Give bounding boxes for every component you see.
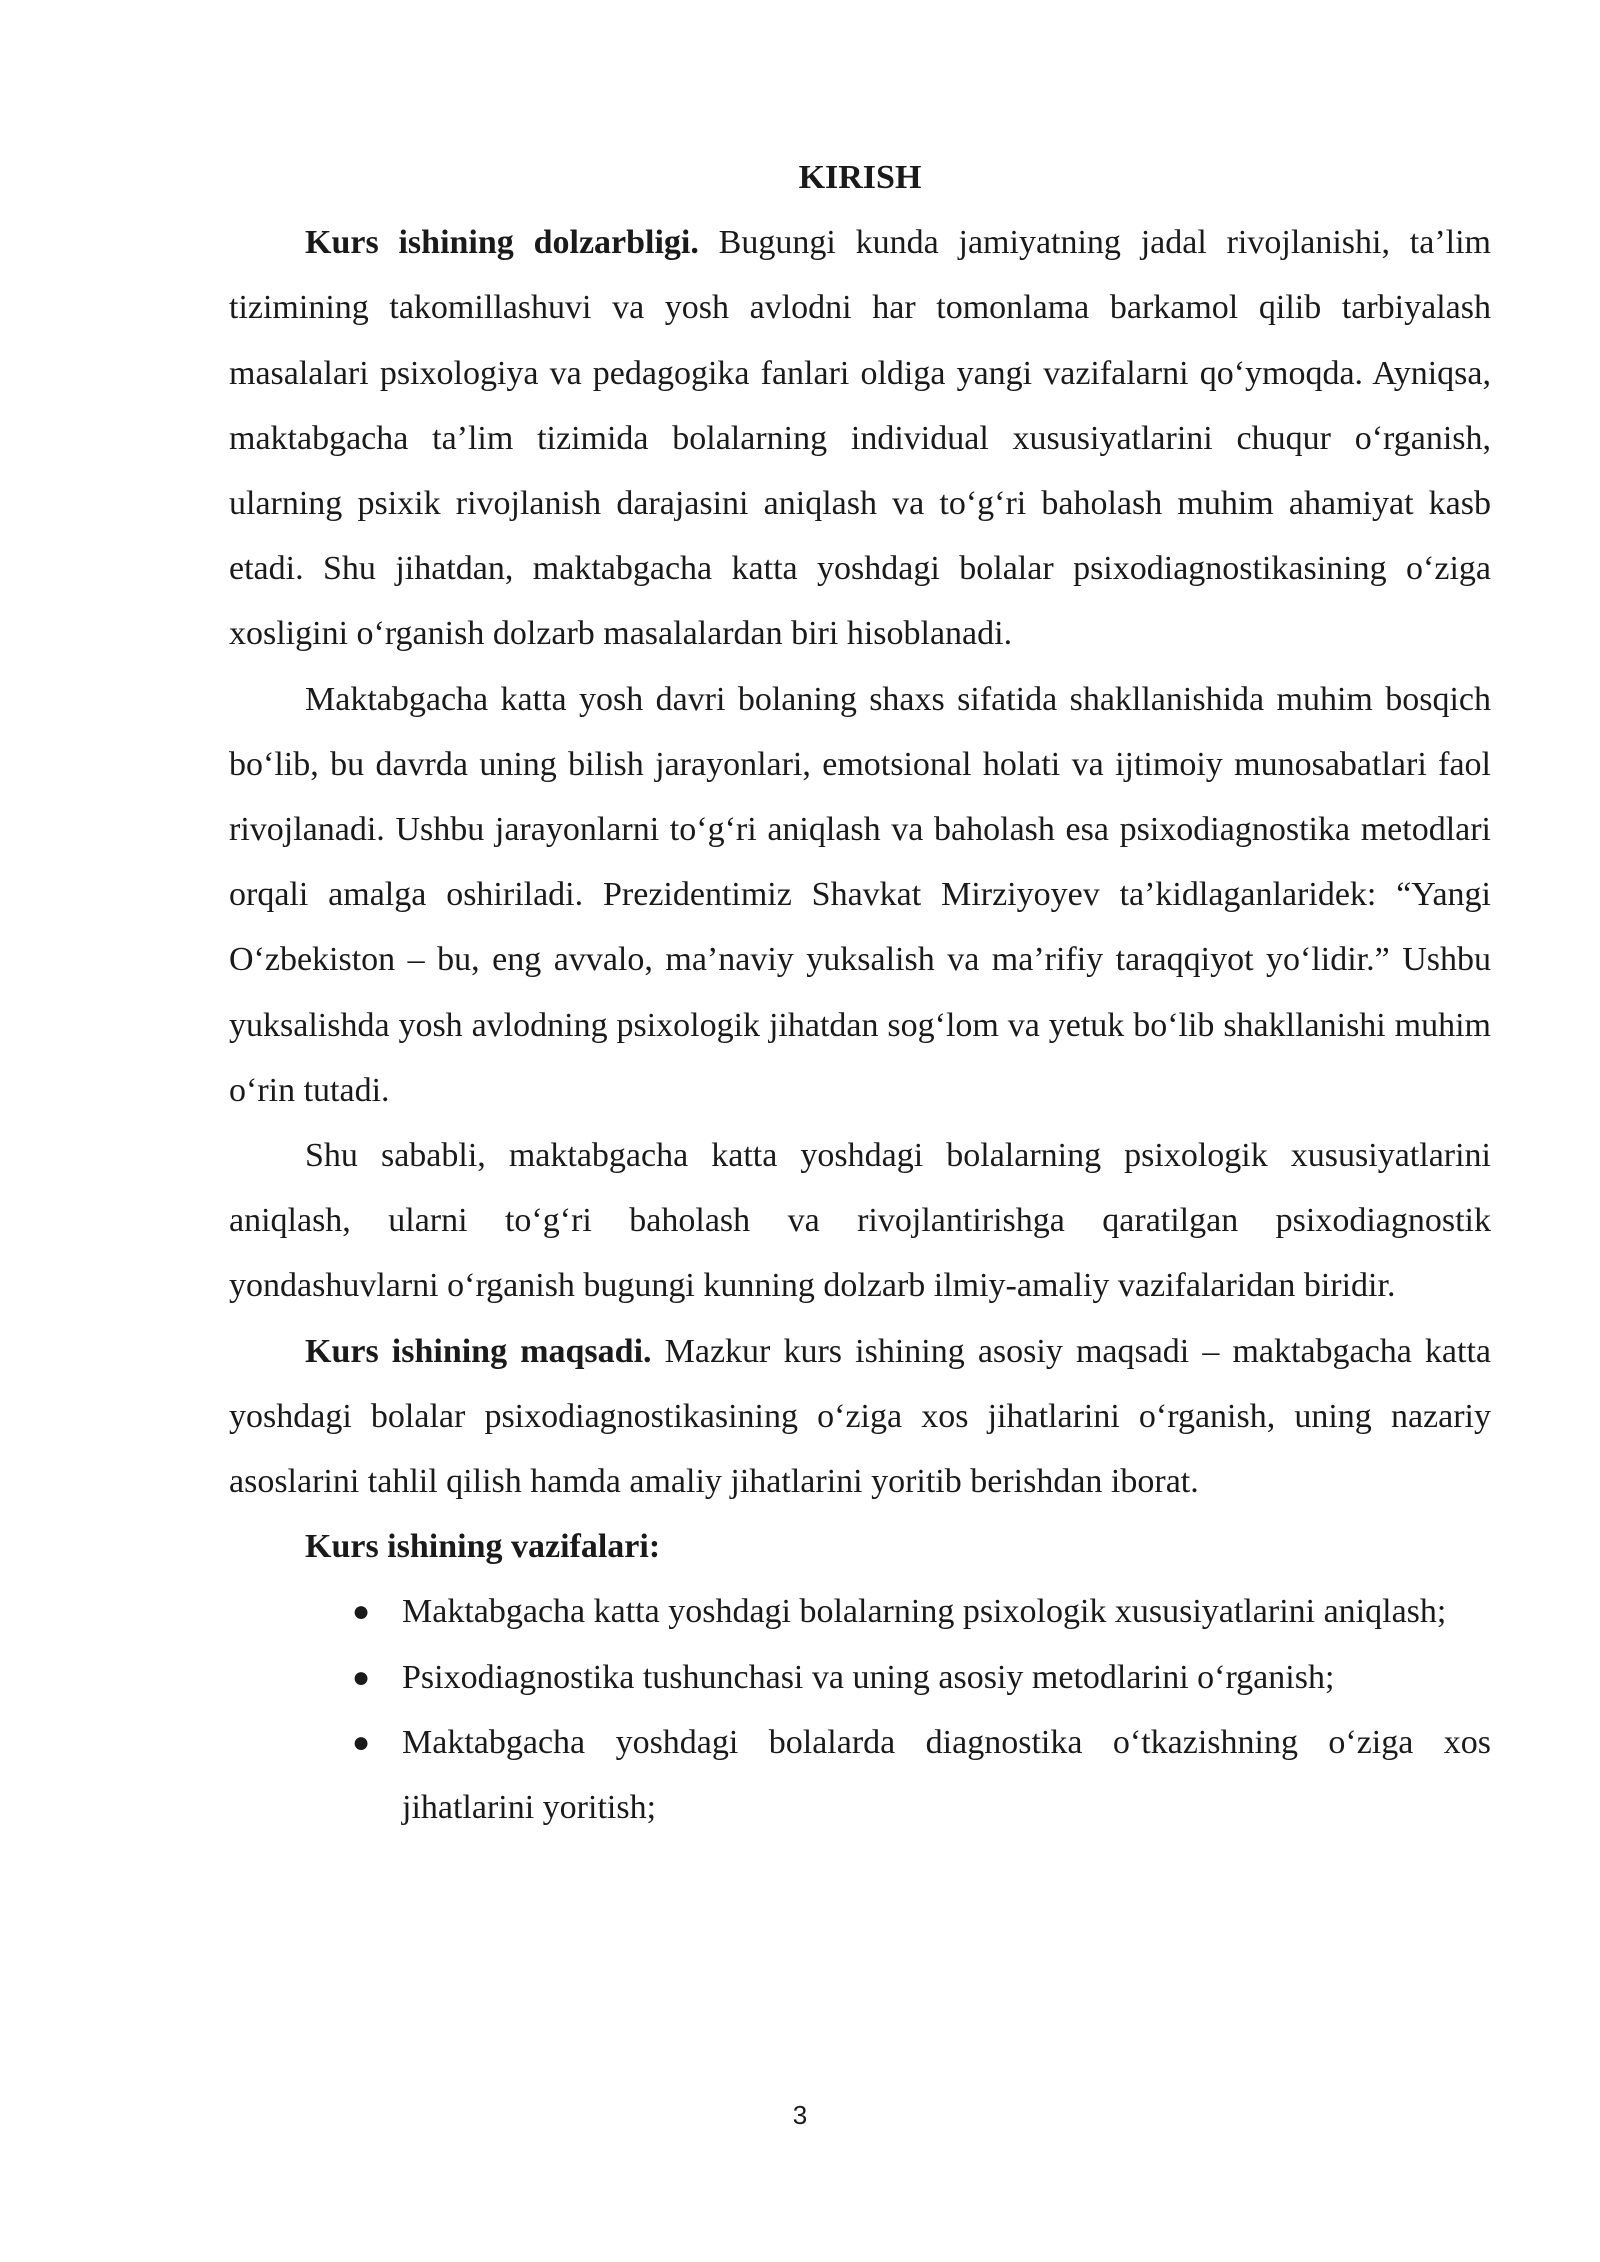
task-text: Maktabgacha yoshdagi bolalarda diagnostika o‘tkazishning o‘ziga xos jihatlarini yoritish;	[402, 1723, 1491, 1827]
bullet-icon: ●	[352, 1660, 371, 1694]
paragraph-text: Mazkur kurs ishining asosiy maqsadi – maktabgacha katta yoshdagi bolalar psixodiagnostikasining o‘ziga xos jihatlarini o‘rganish, uning nazariy asoslarini tahlil qilish hamda amaliy jihatlarini yoritib berishdan iborat.	[229, 1332, 1492, 1501]
paragraph-relevance	[229, 210, 1491, 666]
list-item	[229, 1645, 1491, 1710]
list-item	[229, 1579, 1491, 1644]
paragraph-preschool-age	[229, 667, 1491, 1123]
page-title: KIRISH	[798, 159, 922, 196]
tasks-heading: Kurs ishining vazifalari:	[305, 1528, 661, 1566]
task-text: Maktabgacha katta yoshdagi bolalarning psixologik xususiyatlarini aniqlash;	[402, 1593, 1447, 1631]
paragraph-reason	[229, 1123, 1491, 1319]
list-item	[229, 1710, 1491, 1840]
paragraph-lead: Kurs ishining maqsadi.	[305, 1332, 652, 1370]
task-list	[229, 1579, 1491, 1840]
paragraph-text: Bugungi kunda jamiyatning jadal rivojlanishi, ta’lim tizimining takomillashuvi va yosh avlodni har tomonlama barkamol qilib tarbiyalash masalalari psixologiya va pedagogika fanlari oldiga yangi vazifalarni qo‘ymoqda. Ayniqsa, maktabgacha ta’lim tizimida bolalarning individual xususiyatlarini chuqur o‘rganish, ularning psixik rivojlanish darajasini aniqlash va to‘g‘ri baholash muhim ahamiyat kasb etadi. Shu jihatdan, maktabgacha katta yoshdagi bolalar psixodiagnostikasining o‘ziga xosligini o‘rganish dolzarb masalalardan biri hisoblanadi.	[229, 224, 1491, 653]
task-text: Psixodiagnostika tushunchasi va uning asosiy metodlarini o‘rganish;	[402, 1658, 1335, 1696]
paragraph-text: Shu sababli, maktabgacha katta yoshdagi bolalarning psixologik xususiyatlarini aniqlash, ularni to‘g‘ri baholash va rivojlantirishga qaratilgan psixodiagnostik yondashuvlarni o‘rganish bugungi kunning dolzarb ilmiy-amaliy vazifalaridan biridir.	[229, 1137, 1491, 1305]
bullet-icon: ●	[352, 1725, 371, 1759]
bullet-icon: ●	[352, 1595, 371, 1629]
paragraph-lead: Kurs ishining dolzarbligi.	[305, 224, 699, 262]
document-page	[229, 145, 1491, 1840]
page-number: 3	[792, 2100, 808, 2130]
paragraph-goal	[229, 1319, 1491, 1515]
paragraph-text: Maktabgacha katta yosh davri bolaning shaxs sifatida shakllanishida muhim bosqich bo‘lib, bu davrda uning bilish jarayonlari, emotsional holati va ijtimoiy munosabatlari faol rivojlanadi. Ushbu jarayonlarni to‘g‘ri aniqlash va baholash esa psixodiagnostika metodlari orqali amalga oshiriladi. Prezidentimiz Shavkat Mirziyoyev ta’kidlaganlaridek: “Yangi O‘zbekiston – bu, eng avvalo, ma’naviy yuksalish va ma’rifiy taraqqiyot yo‘lidir.” Ushbu yuksalishda yosh avlodning psixologik jihatdan sog‘lom va yetuk bo‘lib shakllanishi muhim o‘rin tutadi.	[229, 680, 1491, 1109]
